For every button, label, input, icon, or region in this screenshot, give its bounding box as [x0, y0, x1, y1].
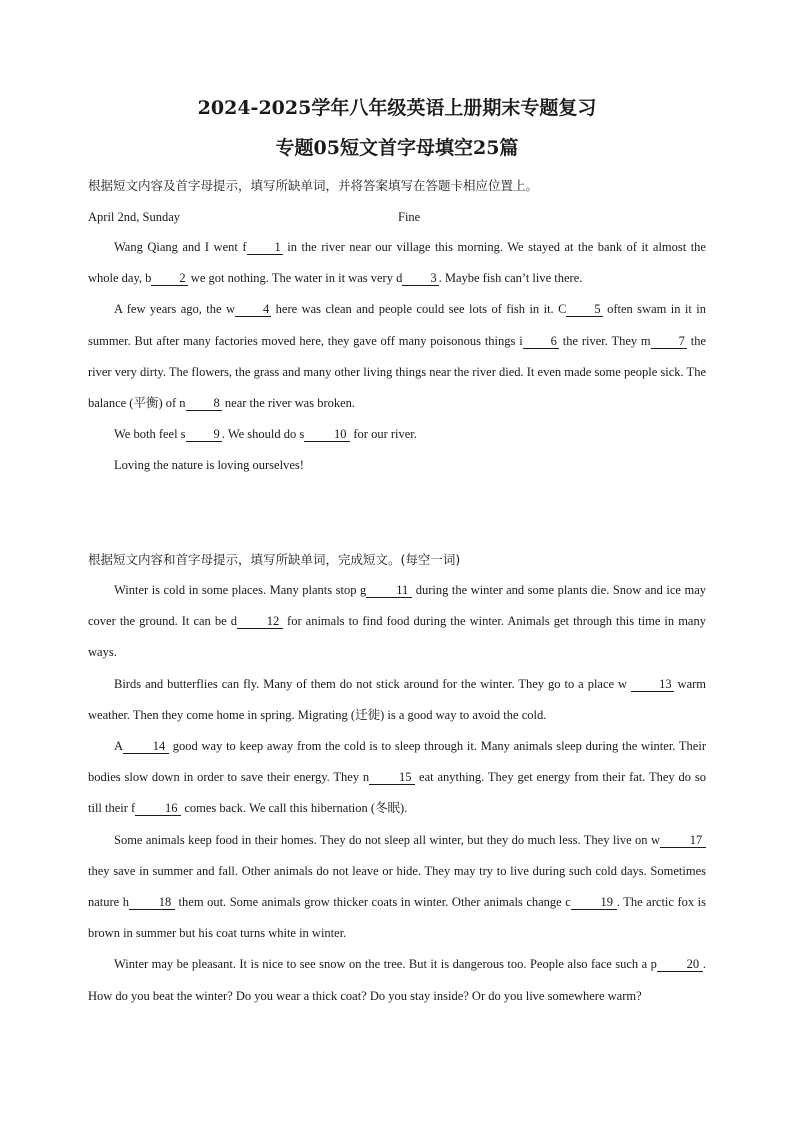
text-span: the river very dirty. The flowers, the grass and many other living things near the river died. It even made some people sick. The balance (平衡) of n	[88, 333, 707, 411]
passage2-paragraph-3	[88, 731, 706, 825]
text-span: . We should do s	[221, 427, 305, 442]
passage-1	[88, 232, 706, 482]
text-span: often swam in it in summer. But after many factories moved here, they gave off many poisonous things i	[88, 302, 706, 348]
blank-7[interactable]: 7	[651, 334, 687, 349]
text-span: Birds and butterflies can fly. Many of them do not stick around for the winter. They go to a place w	[114, 676, 632, 691]
text-span: during the winter and some plants die. Snow and ice may cover the ground. It can be d	[88, 583, 706, 629]
text-span: them out. Some animals grow thicker coats in winter. Other animals change c	[175, 895, 571, 910]
text-span: Winter may be pleasant. It is nice to see snow on the tree. But it is dangerous too. People also face such a p	[114, 957, 657, 972]
document-title: 2024-2025学年八年级英语上册期末专题复习	[197, 97, 597, 119]
blank-12[interactable]: 12	[237, 614, 283, 629]
document-subtitle: 专题05短文首字母填空25篇	[275, 137, 519, 159]
diary-weather: Fine	[398, 210, 421, 224]
blank-1[interactable]: 1	[247, 240, 283, 255]
passage2-paragraph-4	[88, 825, 706, 950]
blank-16[interactable]: 16	[135, 801, 181, 816]
text-span: we got nothing. The water in it was very d	[187, 271, 403, 286]
passage2-paragraph-1	[88, 575, 706, 669]
blank-6[interactable]: 6	[523, 334, 559, 349]
text-span: here was clean and people could see lots of fish in it. C	[271, 302, 567, 317]
section1-instruction: 根据短文内容及首字母提示，填写所缺单词，并将答案填写在答题卡相应位置上。	[88, 178, 539, 193]
blank-5[interactable]: 5	[566, 302, 602, 317]
passage-2	[88, 575, 706, 1012]
passage1-paragraph-4: Loving the nature is loving ourselves!	[114, 458, 304, 473]
text-span: they save in summer and fall. Other animals do not leave or hide. They may try to live during such cold days. Sometimes nature h	[88, 863, 706, 910]
passage2-paragraph-2	[88, 669, 706, 731]
blank-14[interactable]: 14	[123, 739, 169, 754]
text-span: We both feel s	[114, 427, 186, 442]
blank-8[interactable]: 8	[186, 396, 222, 411]
text-span: for animals to find food during the winter. Animals get through this time in many ways.	[88, 614, 706, 660]
passage1-paragraph-3	[88, 419, 706, 450]
text-span: . How do you beat the winter? Do you wear a thick coat? Do you stay inside? Or do you live somewhere warm?	[88, 957, 706, 1003]
blank-4[interactable]: 4	[235, 302, 271, 317]
text-span: good way to keep away from the cold is to sleep through it. Many animals sleep during the winter. Their bodies slow down in order to save their energy. They n	[88, 739, 706, 785]
diary-date: April 2nd, Sunday	[88, 210, 181, 224]
blank-11[interactable]: 11	[366, 583, 412, 598]
diary-dateline	[88, 208, 421, 226]
text-span: Wang Qiang and I went f	[114, 240, 247, 254]
text-span: eat anything. They get energy from their fat. They do so till their f	[88, 770, 706, 816]
blank-18[interactable]: 18	[129, 895, 175, 910]
section2-instruction: 根据短文内容和首字母提示，填写所缺单词，完成短文。(每空一词)	[88, 552, 461, 567]
passage2-paragraph-5	[88, 949, 706, 1011]
text-span: . Maybe fish can’t live there.	[438, 271, 583, 286]
blank-17[interactable]: 17	[660, 833, 706, 848]
text-span: . The arctic fox is brown in summer but his coat turns white in winter.	[88, 895, 706, 941]
text-span: Winter is cold in some places. Many plants stop g	[114, 583, 367, 597]
text-span: the river. They m	[558, 333, 651, 348]
passage1-paragraph-2	[88, 294, 706, 419]
passage1-paragraph-1	[88, 232, 706, 294]
blank-2[interactable]: 2	[151, 271, 187, 286]
text-span: for our river.	[350, 427, 417, 442]
blank-20[interactable]: 20	[657, 957, 703, 972]
blank-3[interactable]: 3	[402, 271, 438, 286]
text-span: warm weather. Then they come home in spring. Migrating (迁徙) is a good way to avoid the cold.	[88, 676, 706, 722]
text-span: in the river near our village this morning. We stayed at the bank of it almost the whole day, b	[88, 240, 706, 286]
blank-9[interactable]: 9	[186, 427, 222, 442]
text-span: A	[114, 739, 124, 754]
blank-19[interactable]: 19	[571, 895, 617, 910]
blank-13[interactable]: 13	[631, 677, 674, 692]
text-span: Some animals keep food in their homes. They do not sleep all winter, but they do much less. They live on w	[114, 832, 660, 847]
blank-15[interactable]: 15	[369, 770, 415, 785]
text-span: near the river was broken.	[221, 396, 356, 411]
text-span: A few years ago, the w	[114, 302, 235, 317]
text-span: comes back. We call this hibernation (冬眠).	[181, 801, 408, 816]
blank-10[interactable]: 10	[304, 427, 350, 442]
